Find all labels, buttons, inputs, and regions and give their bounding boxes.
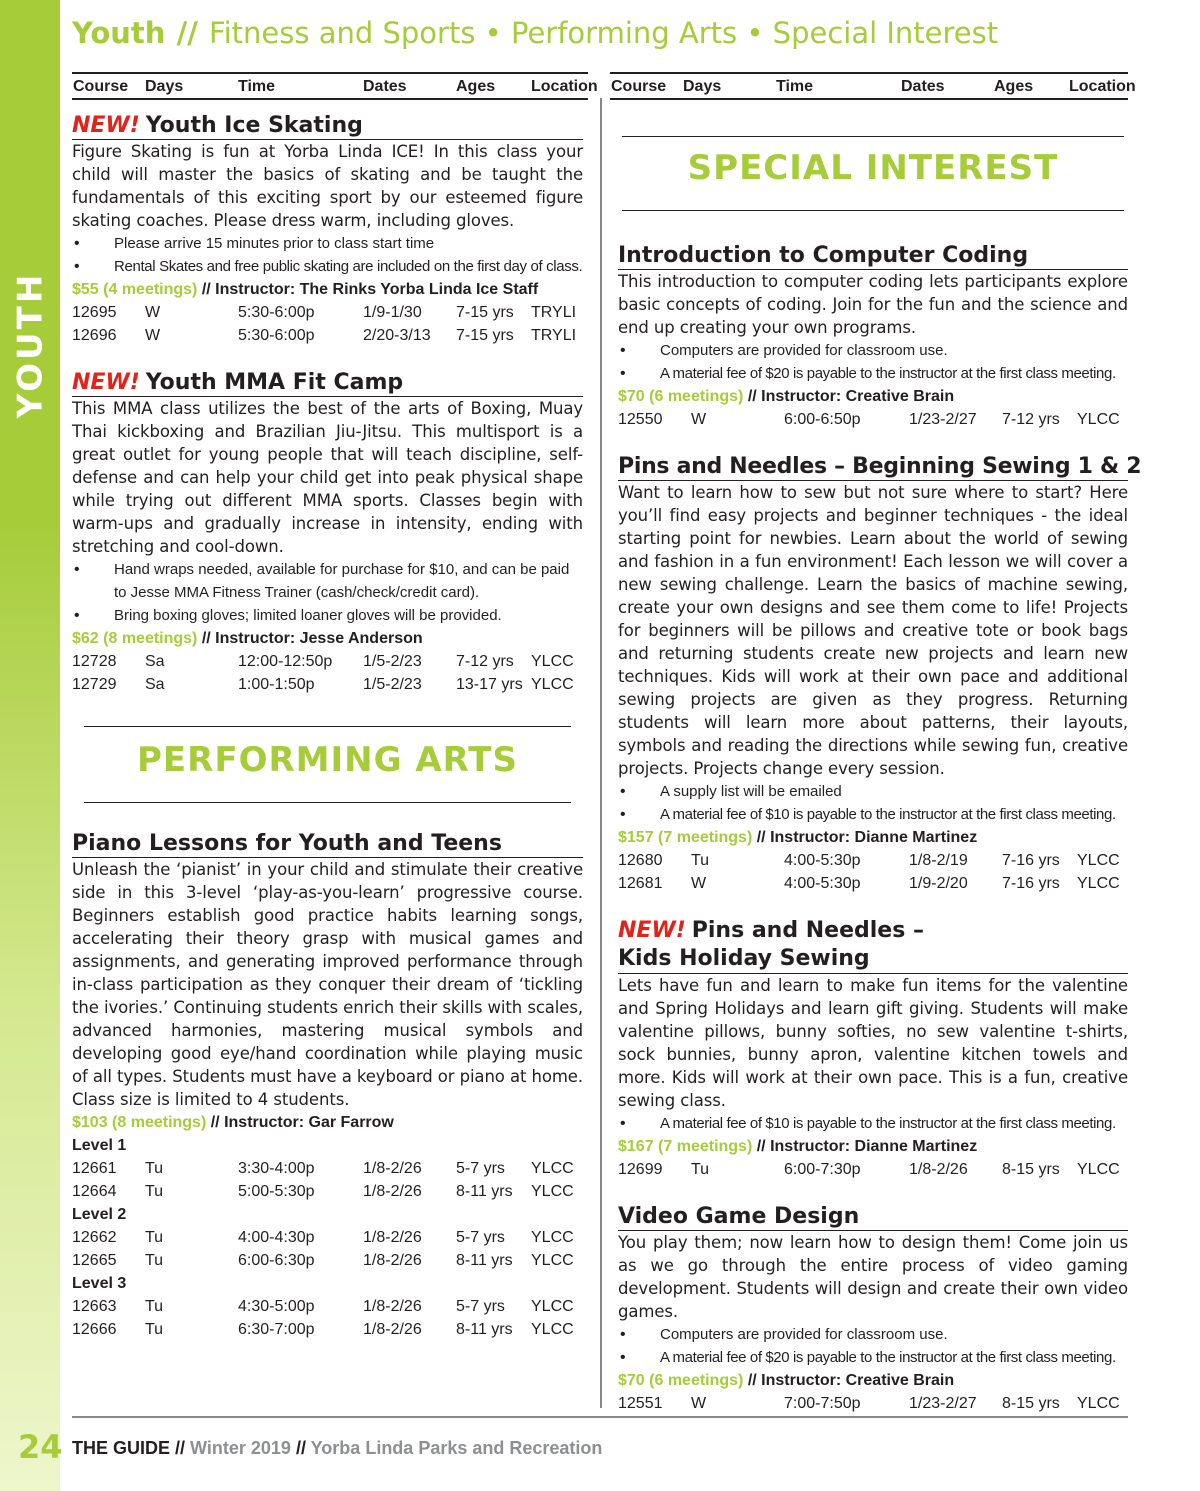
price: $167 (7 meetings) [618,1138,753,1155]
course-computer-coding [618,242,1128,431]
instructor: // Instructor: The Rinks Yorba Linda Ice Staff [201,281,539,298]
note-item: • Bring boxing gloves; limited loaner gloves will be provided. [72,604,583,627]
course-description: This introduction to computer coding lets participants explore basic concepts of coding. Join for the fun and the science and end up creating your own programs. [618,272,1128,337]
course-youth-ice-skating [72,112,583,347]
course-description: Lets have fun and learn to make fun items for the valentine and Spring Holidays and learn gift giving. Students will make valentine pillows, bunny softies, no sew valentine t-shirts, sock bunnies, bunny apron, valentine kitchen towels and more. Kids will work at their own pace. This is a fun, creative sewing class. [618,976,1128,1110]
new-badge: NEW! [72,113,140,138]
price-instructor [618,385,1128,408]
col-days: Days [145,78,184,95]
course-notes [618,780,1128,826]
course-title: NEW! Pins and Needles – Kids Holiday Sewing [618,917,1128,974]
page-number: 24 [18,1428,63,1466]
col-dates: Dates [901,78,945,95]
course-notes [618,1112,1128,1135]
course-kids-holiday-sewing [618,917,1128,1181]
section-rule-bottom [622,210,1124,211]
price-instructor [618,826,1128,849]
schedule-row: 12680 Tu 4:00-5:30p 1/8-2/19 7-16 yrs YLCC [618,852,1120,869]
course-title: NEW! Youth Ice Skating [72,112,583,140]
side-band [0,0,60,1491]
course-video-game-design [618,1203,1128,1415]
col-dates: Dates [363,78,407,95]
course-notes [618,339,1128,385]
price-instructor [72,1111,583,1134]
left-column [72,112,583,1341]
course-title: Piano Lessons for Youth and Teens [72,830,583,858]
schedule-row: 12662 Tu 4:00-4:30p 1/8-2/26 5-7 yrs YLCC [72,1229,574,1246]
instructor: // Instructor: Jesse Anderson [201,630,423,647]
instructor: // Instructor: Gar Farrow [210,1114,394,1131]
note-item: • Please arrive 15 minutes prior to class start time [72,232,583,255]
col-days: Days [683,78,722,95]
right-column [618,112,1142,1415]
schedule-row: 12550 W 6:00-6:50p 1/23-2/27 7-12 yrs YLCC [618,411,1120,428]
note-item: • Computers are provided for classroom use. [618,339,1128,362]
price: $62 (8 meetings) [72,630,198,647]
footer [72,1438,602,1459]
note-item: • A material fee of $20 is payable to the instructor at the first class meeting. [618,362,1128,385]
course-description: Unleash the ‘pianist’ in your child and stimulate their creative side in this 3-level ‘play-as-you-learn’ progressive course. Beginners establish good practice habits learning songs, accelerating their theory grasp with musical games and assignments, and generating improved performance through in-class participation as they conquer their dream of ‘tickling the ivories.’ Continuing students enrich their skills with scales, advanced harmonies, mastering musical symbols and developing good eye/hand coordination while playing music of all types. Students must have a keyboard or piano at home. Class size is limited to 4 students. [72,860,583,1109]
price: $103 (8 meetings) [72,1114,207,1131]
footer-org: Yorba Linda Parks and Recreation [310,1438,603,1458]
course-notes [72,558,583,627]
schedule-row: 12666 Tu 6:30-7:00p 1/8-2/26 8-11 yrs YLCC [72,1321,574,1338]
schedule-row: 12681 W 4:00-5:30p 1/9-2/20 7-16 yrs YLCC [618,875,1120,892]
schedule-row: 12695 W 5:30-6:00p 1/9-1/30 7-15 yrs TRYLI [72,304,577,321]
course-title: Video Game Design [618,1203,1128,1231]
course-notes [72,232,583,278]
note-item: • A material fee of $20 is payable to the instructor at the first class meeting. [618,1346,1128,1369]
new-badge: NEW! [72,370,140,395]
section-rule-bottom [84,802,571,803]
instructor: // Instructor: Dianne Martinez [756,1138,978,1155]
col-ages: Ages [994,78,1034,95]
instructor: // Instructor: Creative Brain [747,1372,955,1389]
page-header [72,16,998,50]
side-label: YOUTH [10,271,51,419]
header-section: Youth [72,16,166,50]
price-instructor [72,278,583,301]
note-item: • Computers are provided for classroom use. [618,1323,1128,1346]
col-course: Course [611,78,667,95]
column-header-right [610,72,1136,100]
course-youth-mma [72,369,583,696]
schedule-row: 12551 W 7:00-7:50p 1/23-2/27 8-15 yrs YLCC [618,1395,1120,1412]
column-divider [600,98,602,1408]
schedule-row: 12665 Tu 6:00-6:30p 1/8-2/26 8-11 yrs YLCC [72,1252,574,1269]
course-beginning-sewing [618,453,1142,895]
col-time: Time [776,78,814,95]
price: $70 (6 meetings) [618,1372,744,1389]
course-notes [618,1323,1128,1369]
instructor: // Instructor: Creative Brain [747,388,955,405]
schedule-row: 12696 W 5:30-6:00p 2/20-3/13 7-15 yrs TRYLI [72,327,577,344]
note-item: • Hand wraps needed, available for purchase for $10, and can be paid to Jesse MMA Fitness Trainer (cash/check/credit card). [72,558,583,604]
section-rule-top [622,136,1124,137]
schedule-row: 12663 Tu 4:30-5:00p 1/8-2/26 5-7 yrs YLCC [72,1298,574,1315]
price: $55 (4 meetings) [72,281,198,298]
schedule-row: 12661 Tu 3:30-4:00p 1/8-2/26 5-7 yrs YLCC [72,1160,574,1177]
note-item: • A material fee of $10 is payable to the instructor at the first class meeting. [618,803,1128,826]
price: $70 (6 meetings) [618,388,744,405]
level-label: Level 3 [72,1275,127,1292]
schedule-row: 12729 Sa 1:00-1:50p 1/5-2/23 13-17 yrs YLCC [72,676,574,693]
col-course: Course [73,78,129,95]
price-instructor [72,627,583,650]
course-piano-lessons [72,830,583,1341]
new-badge: NEW! [618,918,686,943]
col-location: Location [531,78,598,95]
section-title: SPECIAL INTEREST [687,148,1059,188]
course-title-line2: Kids Holiday Sewing [618,945,1128,974]
level-label: Level 2 [72,1206,127,1223]
section-special-interest [610,112,1136,242]
section-performing-arts [72,702,583,830]
price: $157 (7 meetings) [618,829,753,846]
course-description: You play them; now learn how to design them! Come join us as we go through the entire process of video gaming development. Students will design and create their own video games. [618,1233,1128,1321]
course-description: This MMA class utilizes the best of the arts of Boxing, Muay Thai kickboxing and Brazilian Jiu-Jitsu. This multisport is a great outlet for young people that will teach discipline, self-defense and can help your child get into peak physical shape while trying out different MMA sports. Classes begin with warm-ups and gradually increase in intensity, ending with stretching and cool-down. [72,399,583,556]
col-ages: Ages [456,78,496,95]
col-location: Location [1069,78,1136,95]
course-description: Want to learn how to sew but not sure where to start? Here you’ll find easy projects and beginner techniques - the ideal starting point for newbies. Learn about the world of sewing and fashion in a fun environment! Each lesson we will cover a new sewing challenge. Learn the basics of machine sewing, create your own designs and see them come to life! Projects for beginners will be pillows and creative tote or book bags and returning students create new projects and learn new techniques. Kids will work at their own pace and additional sewing projects are given as they progress. Returning students will learn more about patterns, their layouts, symbols and reading the directions while sewing fun, creative projects. Projects change every session. [618,483,1128,778]
section-rule-top [84,726,571,727]
header-separator: // [176,16,198,50]
col-time: Time [238,78,276,95]
section-title: PERFORMING ARTS [137,740,518,780]
schedule-row: 12664 Tu 5:00-5:30p 1/8-2/26 8-11 yrs YLCC [72,1183,574,1200]
course-description: Figure Skating is fun at Yorba Linda ICE! In this class your child will master the basics of skating and be taught the fundamentals of this exciting sport by our esteemed figure skating coaches. Please dress warm, including gloves. [72,142,583,230]
price-instructor [618,1135,1128,1158]
schedule-row: 12699 Tu 6:00-7:30p 1/8-2/26 8-15 yrs YLCC [618,1161,1120,1178]
footer-guide: THE GUIDE // [72,1438,186,1458]
note-item: • A material fee of $10 is payable to the instructor at the first class meeting. [618,1112,1128,1135]
header-subtitle: Fitness and Sports • Performing Arts • Special Interest [209,16,999,50]
course-title: NEW! Youth MMA Fit Camp [72,369,583,397]
column-header-left [72,72,598,100]
note-item: • A supply list will be emailed [618,780,1128,803]
course-title: Pins and Needles – Beginning Sewing 1 & 2 [618,454,1142,479]
instructor: // Instructor: Dianne Martinez [756,829,978,846]
footer-season: Winter 2019 [190,1438,291,1458]
course-title: Introduction to Computer Coding [618,242,1128,270]
footer-sep: // [295,1438,306,1458]
footer-rule [72,1416,1128,1418]
level-label: Level 1 [72,1137,127,1154]
schedule-row: 12728 Sa 12:00-12:50p 1/5-2/23 7-12 yrs YLCC [72,653,574,670]
note-item: • Rental Skates and free public skating are included on the first day of class. [72,255,583,278]
price-instructor [618,1369,1128,1392]
